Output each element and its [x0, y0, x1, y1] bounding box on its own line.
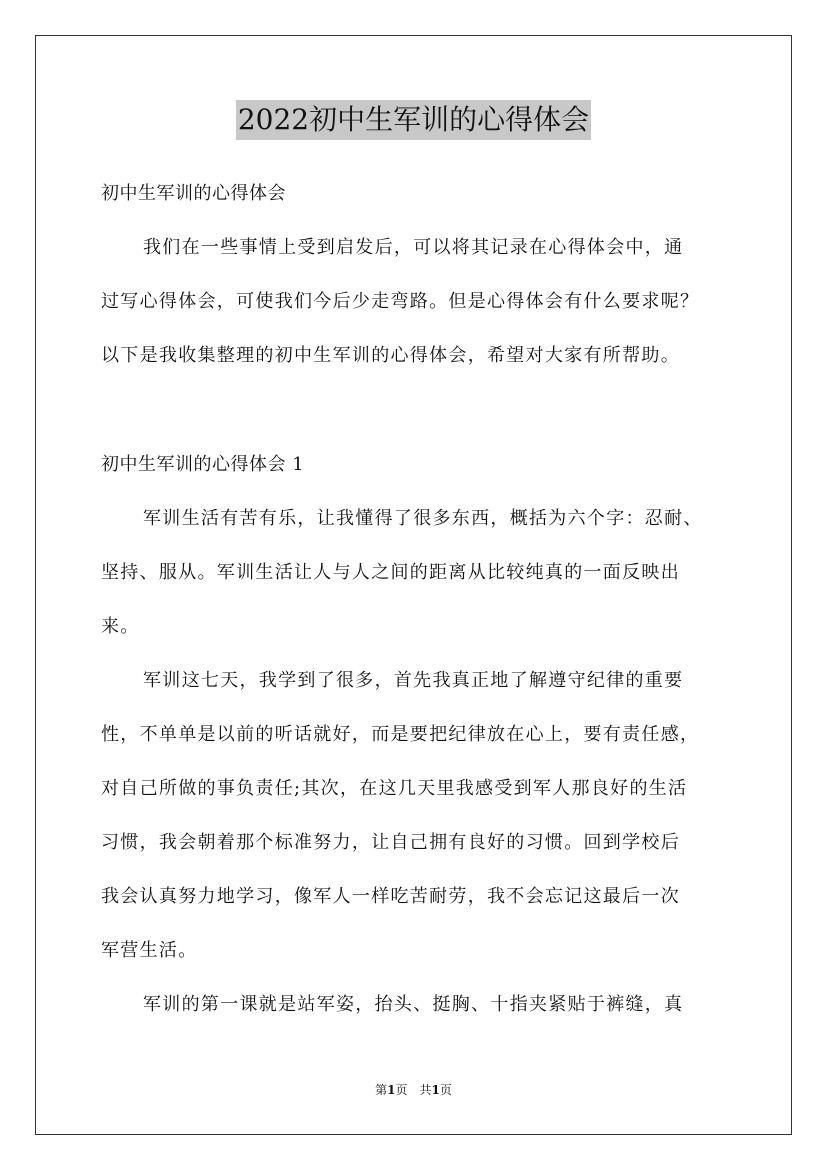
paragraph3-line-1: 军训的第一课就是站军姿，抬头、挺胸、十指夹紧贴于裤缝，真 [143, 994, 684, 1015]
section-heading: 初中生军训的心得体会 1 [101, 454, 305, 475]
footer-total-prefix: 共 [419, 1083, 432, 1097]
footer-page-prefix: 第 [375, 1083, 388, 1097]
paragraph1-line-2: 坚持、服从。军训生活让人与人之间的距离从比较纯真的一面反映出 [101, 562, 680, 583]
title-container [0, 100, 827, 140]
paragraph2-line-1: 军训这七天，我学到了很多，首先我真正地了解遵守纪律的重要 [143, 670, 684, 691]
document-title: 2022初中生军训的心得体会 [236, 100, 591, 140]
footer-total-suffix: 页 [439, 1083, 452, 1097]
paragraph2-line-5: 我会认真努力地学习，像军人一样吃苦耐劳，我不会忘记这最后一次 [101, 886, 680, 907]
paragraph2-line-2: 性，不单单是以前的听话就好，而是要把纪律放在心上，要有责任感， [101, 724, 700, 745]
paragraph2-line-3: 对自己所做的事负责任;其次，在这几天里我感受到军人那良好的生活 [101, 778, 688, 799]
paragraph1-line-3: 来。 [101, 616, 140, 637]
document-subtitle: 初中生军训的心得体会 [101, 183, 286, 204]
paragraph2-line-6: 军营生活。 [101, 940, 198, 961]
page-footer [0, 1082, 827, 1098]
footer-page-number: 1 [387, 1083, 396, 1097]
footer-page-suffix: 页 [395, 1083, 408, 1097]
intro-line-1: 我们在一些事情上受到启发后，可以将其记录在心得体会中，通 [143, 237, 684, 258]
paragraph2-line-4: 习惯，我会朝着那个标准努力，让自己拥有良好的习惯。回到学校后 [101, 832, 680, 853]
intro-line-2: 过写心得体会，可使我们今后少走弯路。但是心得体会有什么要求呢？ [101, 291, 700, 312]
paragraph1-line-1: 军训生活有苦有乐，让我懂得了很多东西，概括为六个字：忍耐、 [143, 508, 703, 529]
footer-total-number: 1 [431, 1083, 440, 1097]
intro-line-3: 以下是我收集整理的初中生军训的心得体会，希望对大家有所帮助。 [101, 345, 680, 366]
